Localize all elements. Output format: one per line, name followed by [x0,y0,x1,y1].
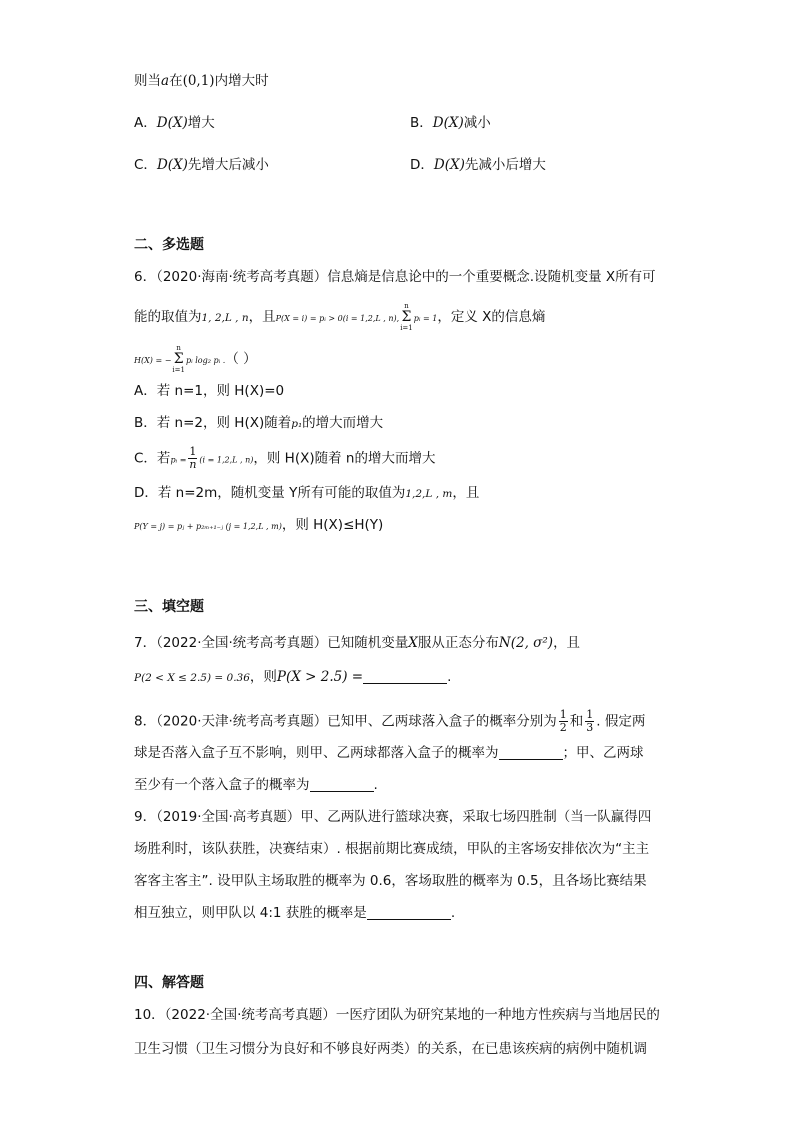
section-heading-solutions: 四、解答题 [134,975,204,991]
q5-stem-post: 内增大时 [214,73,269,89]
q8-answer-blank-1[interactable] [499,745,563,760]
q6-optd-pre: D．若 n=2m，随机变量 Y所有可能的取值为 [134,485,406,501]
q7-distribution: N(2, σ²) [498,635,554,651]
q8-l2-post: ；甲、乙两球 [562,745,644,761]
q6-option-c[interactable] [134,446,435,471]
q9-l4-pre: 相互独立，则甲队以 4:1 获胜的概率是 [134,905,367,921]
fraction-denominator: 3 [586,721,594,734]
q5-interval: (0,1) [182,73,215,89]
q7-line-2 [134,668,451,687]
q7-given: P(2 < X ≤ 2.5) = 0.36 [134,672,250,684]
option-letter: C． [134,157,157,173]
q7-answer-blank[interactable] [363,669,447,684]
q8-l3-pre: 至少有一个落入盒子的概率为 [134,777,310,793]
q6-l2-values: 1, 2,L , n [201,312,249,324]
q8-l2-pre: 球是否落入盒子互不影响，则甲、乙两球都落入盒子的概率为 [134,745,499,761]
section-heading-multiple-choice: 二、多选题 [134,237,204,253]
q10-line-2: 卫生习惯（卫生习惯分为良好和不够良好两类）的关系，在已患该疾病的病例中随机调 [134,1041,647,1057]
q6-option-d-line-1[interactable] [134,484,479,503]
q7-var-x: X [408,635,418,651]
q8-l1-post: . 假定两 [596,713,646,730]
q8-line-2 [134,744,644,762]
q9-line-4 [134,904,455,922]
q7-l2-mid: ，则 [249,669,277,685]
q8-line-1 [134,709,645,734]
q9-answer-blank[interactable] [367,905,451,920]
sum-symbol: n Σ i=1 [400,302,413,332]
q7-line-1 [134,634,580,652]
fraction-numerator: 1 [189,445,197,458]
q9-l4-post: . [450,905,456,921]
option-expr: D(X) [156,115,188,131]
q6-optc-condition: (i = 1,2,L , n) [199,455,254,465]
q6-l2-condition: P(X = i) = pᵢ > 0(i = 1,2,L , n), [275,314,400,323]
q6-l2-post: ，定义 X的信息熵 [437,309,546,325]
q7-end: . [447,669,452,685]
q6-optc-fraction [188,446,197,471]
q7-ask: P(X > 2.5) = [276,669,364,685]
q6-optd-post: ，且 [452,485,480,501]
q5-var-a: a [161,73,170,89]
q5-option-a[interactable] [134,114,215,132]
option-letter: D． [410,157,434,173]
q6-optd-formula: P(Y = j) = pⱼ + p₂ₘ₊₁₋ⱼ (j = 1,2,L , m) [134,522,282,531]
sum-symbol: n Σ i=1 [172,344,185,374]
q5-option-c[interactable] [134,156,269,174]
q6-optc-lhs: pᵢ = [170,455,187,465]
option-expr: D(X) [432,115,464,131]
q7-l1-post: ，且 [553,635,581,651]
q6-l2-pre: 能的取值为 [134,309,202,325]
option-letter: A． [134,115,157,131]
q5-option-b[interactable] [410,114,491,132]
q6-line-1: 6．（2020·海南·统考高考真题）信息熵是信息论中的一个重要概念.设随机变量 X所有可 [134,269,656,285]
option-expr: D(X) [156,157,188,173]
q6-optb-var: p₁ [291,418,303,430]
q6-optc-pre: C．若 [134,450,171,467]
q7-l1-pre: 7．（2022·全国·统考高考真题）已知随机变量 [134,635,409,651]
q5-stem-mid: 在 [169,73,183,89]
q9-line-3: 客客主客主”. 设甲队主场取胜的概率为 0.6，客场取胜的概率为 0.5，且各场比赛结果 [134,873,647,889]
fraction-denominator: n [189,458,197,471]
option-text: 增大 [187,115,215,131]
q8-and: 和 [569,713,584,730]
q6-option-b[interactable] [134,414,383,433]
q6-option-d-line-2 [134,516,383,536]
fraction-numerator: 1 [559,708,567,721]
q9-line-2: 场胜利时，该队获胜，决赛结束）. 根据前期比赛成绩，甲队的主客场安排依次为“主主 [134,841,650,857]
option-text: 先减小后增大 [464,157,546,173]
q6-entropy-lhs: H(X) = − [134,356,172,365]
option-expr: D(X) [433,157,465,173]
fraction-denominator: 2 [559,721,567,734]
option-letter: B． [410,115,433,131]
fraction-numerator: 1 [586,708,594,721]
q6-entropy-rhs: pᵢ log₂ pᵢ . [185,356,226,365]
q6-optc-post: ，则 H(X)随着 n的增大而增大 [253,450,436,467]
q8-l3-post: . [373,777,378,793]
q8-fraction-half [559,709,568,734]
q6-optd-conclusion: ，则 H(X)≤H(Y) [281,517,384,533]
option-text: 先增大后减小 [187,157,269,173]
q10-line-1: 10．（2022·全国·统考高考真题）一医疗团队为研究某地的一种地方性疾病与当地居民的 [134,1007,660,1023]
q6-optb-pre: B．若 n=2，则 H(X)随着 [134,415,292,431]
section-heading-fill-in: 三、填空题 [134,599,204,615]
q6-option-a[interactable]: A．若 n=1，则 H(X)=0 [134,383,285,399]
q6-l2-sum: pᵢ = 1 [413,314,438,323]
q6-optd-values: 1,2,L , m [405,488,453,500]
q8-answer-blank-2[interactable] [310,777,374,792]
q6-line-3 [134,344,257,374]
q9-line-1: 9．（2019·全国·高考真题）甲、乙两队进行篮球决赛，采取七场四胜制（当一队赢得四 [134,809,652,825]
q6-l2-mid: ，且 [248,309,276,325]
q6-answer-paren: （ ） [225,351,257,367]
q6-line-2 [134,302,545,332]
q8-line-3 [134,776,378,794]
q5-stem-pre: 则当 [134,73,161,89]
q7-l1-mid: 服从正态分布 [417,635,499,651]
q8-l1-pre: 8．（2020·天津·统考高考真题）已知甲、乙两球落入盒子的概率分别为 [134,713,557,730]
q5-stem [134,72,269,90]
q5-option-d[interactable] [410,156,546,174]
q8-fraction-third [585,709,594,734]
q6-optb-post: 的增大而增大 [302,415,384,431]
option-text: 减小 [463,115,491,131]
